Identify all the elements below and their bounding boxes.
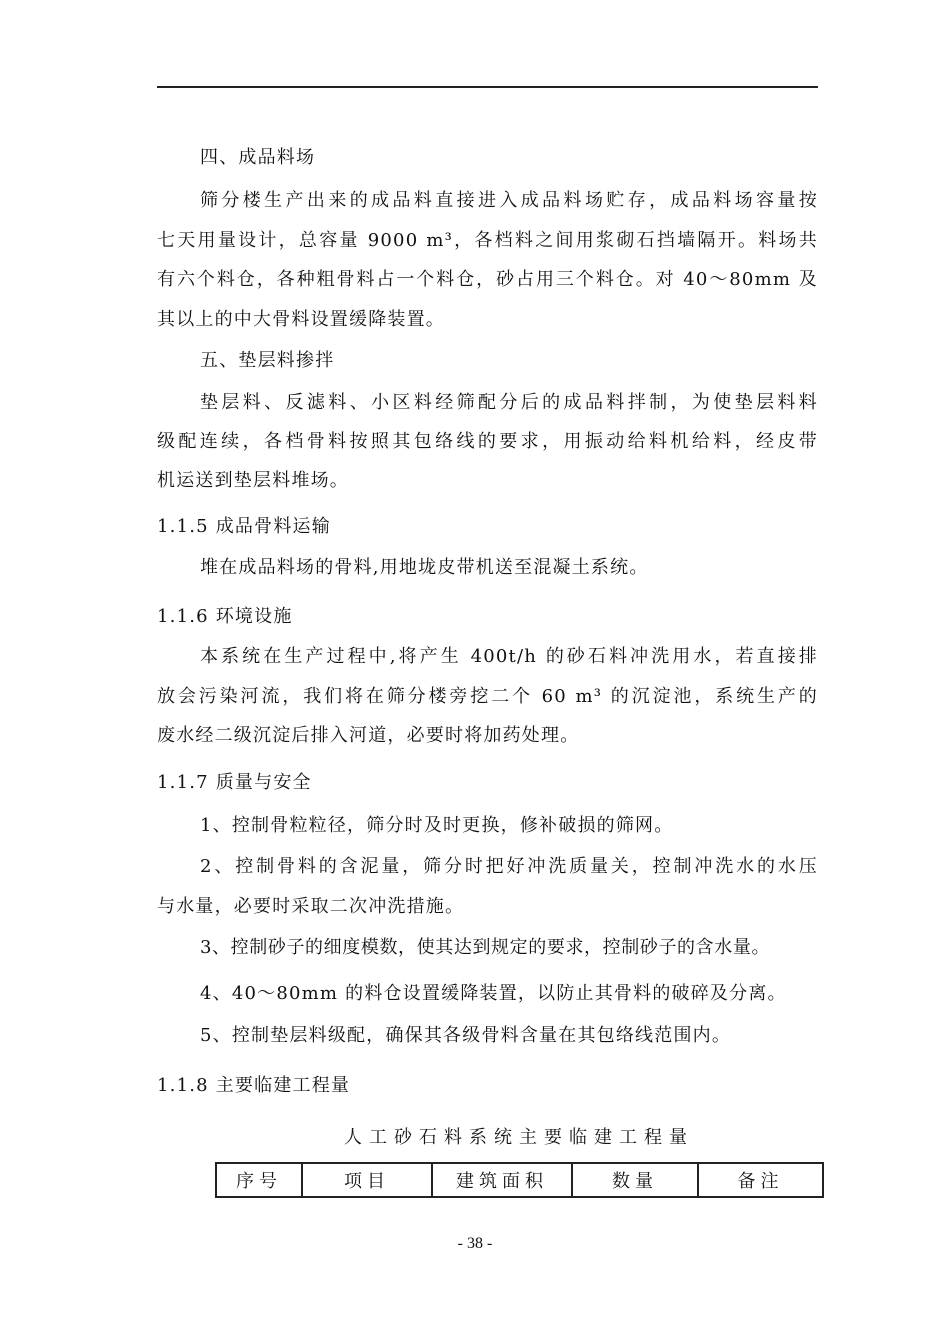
list-item: 5、控制垫层料级配，确保其各级骨料含量在其包络线范围内。 [200, 1025, 732, 1046]
header-rule [157, 86, 818, 88]
page-number: - 38 - [457, 1235, 493, 1252]
paragraph-line: 放会污染河流，我们将在筛分楼旁挖二个 60 m³ 的沉淀池，系统生产的 [157, 686, 818, 707]
list-item: 4、40～80mm 的料仓设置缓降装置，以防止其骨料的破碎及分离。 [200, 983, 787, 1004]
section-heading: 五、垫层料掺拌 [200, 350, 335, 371]
table-header-cell: 建筑面积 [432, 1163, 572, 1197]
section-heading: 1.1.8 主要临建工程量 [157, 1075, 351, 1096]
paragraph-line: 本系统在生产过程中,将产生 400t/h 的砂石料冲洗用水，若直接排 [200, 646, 818, 667]
list-item: 2、控制骨料的含泥量，筛分时把好冲洗质量关，控制冲洗水的水压 [200, 856, 818, 877]
table-header-row [216, 1163, 823, 1197]
section-heading: 1.1.7 质量与安全 [157, 772, 312, 793]
section-heading: 四、成品料场 [200, 147, 316, 168]
list-item: 3、控制砂子的细度模数，使其达到规定的要求，控制砂子的含水量。 [200, 937, 771, 958]
table-header-cell: 序号 [216, 1163, 302, 1197]
paragraph-line: 垫层料、反滤料、小区料经筛配分后的成品料拌制，为使垫层料料 [200, 392, 818, 413]
table-header-cell: 备注 [698, 1163, 823, 1197]
paragraph-line: 有六个料仓，各种粗骨料占一个料仓，砂占用三个料仓。对 40～80mm 及 [157, 269, 818, 290]
paragraph-line: 废水经二级沉淀后排入河道，必要时将加药处理。 [157, 725, 580, 746]
works-table [215, 1162, 824, 1198]
list-item: 与水量，必要时采取二次冲洗措施。 [157, 896, 465, 917]
paragraph-line: 堆在成品料场的骨料,用地垅皮带机送至混凝土系统。 [200, 557, 649, 578]
paragraph-line: 筛分楼生产出来的成品料直接进入成品料场贮存，成品料场容量按 [200, 190, 818, 211]
paragraph-line: 级配连续，各档骨料按照其包络线的要求，用振动给料机给料，经皮带 [157, 431, 818, 452]
paragraph-line: 七天用量设计，总容量 9000 m³，各档料之间用浆砌石挡墙隔开。料场共 [157, 230, 818, 251]
paragraph-line: 其以上的中大骨料设置缓降装置。 [157, 309, 445, 330]
paragraph-line: 机运送到垫层料堆场。 [157, 470, 349, 491]
table-header-cell: 项目 [302, 1163, 432, 1197]
table-caption: 人工砂石料系统主要临建工程量 [344, 1127, 694, 1148]
section-heading: 1.1.5 成品骨料运输 [157, 516, 331, 537]
table-header-cell: 数量 [572, 1163, 698, 1197]
section-heading: 1.1.6 环境设施 [157, 606, 293, 627]
list-item: 1、控制骨粒粒径，筛分时及时更换，修补破损的筛网。 [200, 815, 674, 836]
